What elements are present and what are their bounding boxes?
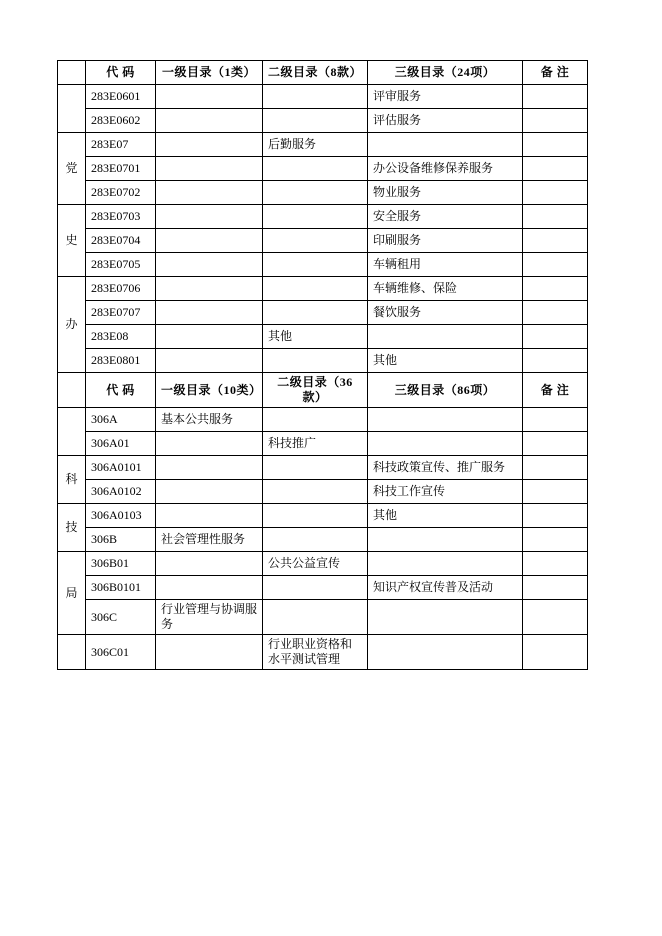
cell-note	[523, 576, 588, 600]
cell-code: 283E0704	[86, 229, 156, 253]
cell-note	[523, 480, 588, 504]
cell-level1	[156, 253, 263, 277]
cell-level3	[368, 528, 523, 552]
table-row	[58, 133, 588, 157]
cell-level2: 后勤服务	[263, 133, 368, 157]
cell-note	[523, 205, 588, 229]
cell-level2	[263, 600, 368, 635]
table-row	[58, 253, 588, 277]
cell-code: 306B	[86, 528, 156, 552]
table-row	[58, 109, 588, 133]
table-row	[58, 157, 588, 181]
cell-code: 306B01	[86, 552, 156, 576]
cell-note	[523, 408, 588, 432]
table-row	[58, 408, 588, 432]
table-row	[58, 480, 588, 504]
cell-note	[523, 277, 588, 301]
cell-level1	[156, 349, 263, 373]
cell-level1	[156, 480, 263, 504]
table-row	[58, 325, 588, 349]
table-row	[58, 528, 588, 552]
cell-level1	[156, 504, 263, 528]
org-char-ban: 办	[58, 277, 86, 373]
cell-level1	[156, 85, 263, 109]
header-level3-1: 三级目录（24项）	[368, 61, 523, 85]
cell-level3: 科技工作宣传	[368, 480, 523, 504]
cell-code: 283E0705	[86, 253, 156, 277]
cell-code: 283E07	[86, 133, 156, 157]
cell-level2	[263, 301, 368, 325]
cell-level3	[368, 408, 523, 432]
cell-level2	[263, 277, 368, 301]
cell-code: 306C	[86, 600, 156, 635]
cell-code: 283E0706	[86, 277, 156, 301]
cell-level3	[368, 133, 523, 157]
table-header-row-section1	[58, 61, 588, 85]
org-label-spacer-1	[58, 61, 86, 85]
table-row	[58, 301, 588, 325]
cell-level2	[263, 229, 368, 253]
cell-note	[523, 253, 588, 277]
cell-code: 283E0801	[86, 349, 156, 373]
cell-note	[523, 432, 588, 456]
header-note-2: 备 注	[523, 373, 588, 408]
header-note-1: 备 注	[523, 61, 588, 85]
cell-level1	[156, 301, 263, 325]
table-row	[58, 349, 588, 373]
org-label-spacer-4	[58, 635, 86, 670]
cell-code: 283E0707	[86, 301, 156, 325]
cell-code: 306A0102	[86, 480, 156, 504]
cell-level1	[156, 205, 263, 229]
cell-level3: 印刷服务	[368, 229, 523, 253]
table-row	[58, 181, 588, 205]
cell-level3: 知识产权宣传普及活动	[368, 576, 523, 600]
org-label-spacer-2	[58, 373, 86, 408]
cell-level1	[156, 456, 263, 480]
cell-level2	[263, 205, 368, 229]
cell-level3: 办公设备维修保养服务	[368, 157, 523, 181]
cell-code: 283E0703	[86, 205, 156, 229]
header-level2-1: 二级目录（8款）	[263, 61, 368, 85]
table-row	[58, 277, 588, 301]
cell-level3	[368, 552, 523, 576]
cell-level1	[156, 576, 263, 600]
cell-level2: 公共公益宣传	[263, 552, 368, 576]
cell-note	[523, 456, 588, 480]
cell-note	[523, 349, 588, 373]
cell-level3	[368, 432, 523, 456]
cell-level2	[263, 109, 368, 133]
cell-note	[523, 552, 588, 576]
cell-level3: 评估服务	[368, 109, 523, 133]
org-char-dang: 党	[58, 133, 86, 205]
cell-note	[523, 528, 588, 552]
cell-level3: 餐饮服务	[368, 301, 523, 325]
cell-note	[523, 229, 588, 253]
cell-level1	[156, 133, 263, 157]
cell-level1: 基本公共服务	[156, 408, 263, 432]
cell-note	[523, 133, 588, 157]
cell-note	[523, 635, 588, 670]
cell-code: 283E0601	[86, 85, 156, 109]
header-level3-2: 三级目录（86项）	[368, 373, 523, 408]
table-row	[58, 432, 588, 456]
org-char-ke: 科	[58, 456, 86, 504]
cell-level2	[263, 253, 368, 277]
cell-level1	[156, 109, 263, 133]
cell-level2	[263, 85, 368, 109]
cell-level3: 其他	[368, 504, 523, 528]
cell-level1	[156, 635, 263, 670]
cell-level3: 车辆租用	[368, 253, 523, 277]
cell-level2	[263, 576, 368, 600]
header-level1-1: 一级目录（1类）	[156, 61, 263, 85]
cell-note	[523, 157, 588, 181]
cell-level2	[263, 504, 368, 528]
cell-level3: 安全服务	[368, 205, 523, 229]
cell-note	[523, 325, 588, 349]
catalog-table-body	[58, 61, 588, 670]
cell-code: 306A	[86, 408, 156, 432]
cell-code: 306B0101	[86, 576, 156, 600]
table-row	[58, 205, 588, 229]
org-char-ji: 技	[58, 504, 86, 552]
cell-level3: 评审服务	[368, 85, 523, 109]
header-code-1: 代 码	[86, 61, 156, 85]
table-row	[58, 552, 588, 576]
cell-code: 306A01	[86, 432, 156, 456]
cell-level1	[156, 432, 263, 456]
catalog-table-container	[57, 60, 587, 670]
org-char-ju: 局	[58, 552, 86, 635]
cell-level2	[263, 456, 368, 480]
org-label-spacer-3	[58, 408, 86, 456]
cell-level3: 物业服务	[368, 181, 523, 205]
header-level1-2: 一级目录（10类）	[156, 373, 263, 408]
cell-code: 306A0101	[86, 456, 156, 480]
cell-code: 283E0602	[86, 109, 156, 133]
cell-level1: 行业管理与协调服务	[156, 600, 263, 635]
table-row	[58, 504, 588, 528]
table-row	[58, 576, 588, 600]
cell-level2	[263, 181, 368, 205]
cell-level3: 科技政策宣传、推广服务	[368, 456, 523, 480]
org-char-shi: 史	[58, 205, 86, 277]
cell-note	[523, 181, 588, 205]
header-level2-2: 二级目录（36款）	[263, 373, 368, 408]
table-row	[58, 456, 588, 480]
cell-note	[523, 109, 588, 133]
header-code-2: 代 码	[86, 373, 156, 408]
cell-level1	[156, 552, 263, 576]
cell-level1	[156, 325, 263, 349]
cell-level2	[263, 480, 368, 504]
cell-level3	[368, 325, 523, 349]
cell-level1	[156, 181, 263, 205]
cell-level2	[263, 349, 368, 373]
cell-level2	[263, 157, 368, 181]
table-row	[58, 635, 588, 670]
cell-note	[523, 600, 588, 635]
cell-code: 283E0701	[86, 157, 156, 181]
cell-note	[523, 301, 588, 325]
cell-code: 306C01	[86, 635, 156, 670]
cell-level3: 车辆维修、保险	[368, 277, 523, 301]
cell-note	[523, 85, 588, 109]
table-header-row-section2	[58, 373, 588, 408]
org-char-dang-spacer	[58, 85, 86, 133]
cell-level2: 科技推广	[263, 432, 368, 456]
catalog-table	[57, 60, 588, 670]
cell-level1: 社会管理性服务	[156, 528, 263, 552]
cell-code: 283E08	[86, 325, 156, 349]
cell-level3: 其他	[368, 349, 523, 373]
cell-level1	[156, 157, 263, 181]
cell-level2: 行业职业资格和水平测试管理	[263, 635, 368, 670]
cell-level2: 其他	[263, 325, 368, 349]
cell-code: 283E0702	[86, 181, 156, 205]
cell-level1	[156, 277, 263, 301]
table-row	[58, 229, 588, 253]
cell-level3	[368, 600, 523, 635]
cell-note	[523, 504, 588, 528]
table-row	[58, 600, 588, 635]
table-row	[58, 85, 588, 109]
cell-level2	[263, 408, 368, 432]
cell-level2	[263, 528, 368, 552]
cell-level1	[156, 229, 263, 253]
cell-code: 306A0103	[86, 504, 156, 528]
cell-level3	[368, 635, 523, 670]
